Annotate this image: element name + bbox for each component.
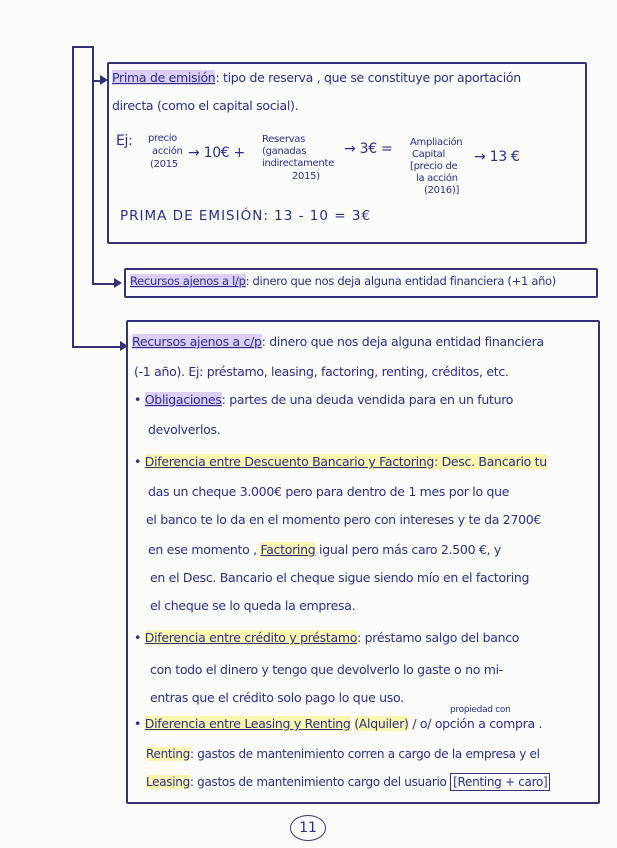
- credito-line2: con todo el dinero y tengo que devolverlo lo gaste o no mi-: [150, 662, 503, 677]
- recursos-cp-line2: (-1 año). Ej: préstamo, leasing, factoring, renting, créditos, etc.: [134, 364, 509, 379]
- credito-prestamo-def: : préstamo salgo del banco: [357, 630, 520, 645]
- descuento-line5: en el Desc. Bancario el cheque sigue siendo mío en el factoring: [150, 570, 530, 585]
- value-10: → 10€ +: [188, 145, 245, 161]
- precio-line-3: (2015: [150, 159, 178, 170]
- prima-emision-line1: [112, 72, 521, 85]
- recursos-cp-line1: [132, 336, 544, 349]
- reservas-line-2: (ganadas: [262, 146, 307, 157]
- credito-line3: entras que el crédito solo pago lo que uso.: [150, 690, 404, 705]
- example-label: Ej:: [116, 133, 133, 149]
- descuento-line2: das un cheque 3.000€ pero para dentro de 1 mes por lo que: [148, 484, 510, 499]
- bullet: •: [134, 630, 142, 645]
- ampliacion-line-5: (2016)]: [424, 185, 460, 196]
- page-number: 11: [290, 815, 326, 841]
- renting-term: Renting: [146, 747, 190, 761]
- recursos-cp-def: : dinero que nos deja alguna entidad financiera: [261, 334, 544, 349]
- factoring-term: Factoring: [260, 542, 316, 557]
- tree-connector-vertical-outer: [72, 46, 74, 346]
- prima-emision-term: Prima de emisión: [112, 70, 216, 85]
- renting-line: [146, 748, 540, 760]
- leasing-term: Leasing: [146, 775, 190, 789]
- recursos-cp-term: Recursos ajenos a c/p: [132, 334, 262, 349]
- tree-connector-vertical-inner: [92, 46, 94, 284]
- alquiler-paren: (Alquiler): [354, 716, 409, 731]
- value-3: → 3€ =: [344, 141, 393, 157]
- renting-def: : gastos de mantenimiento corren a cargo de la empresa y el: [189, 747, 540, 761]
- bullet: •: [134, 392, 142, 407]
- obligaciones-line2: devolverlos.: [148, 422, 221, 437]
- bullet: •: [134, 454, 142, 469]
- tree-connector-top: [72, 46, 92, 48]
- ampliacion-line-3: [precio de: [410, 161, 458, 172]
- ampliacion-line-1: Ampliación: [410, 137, 463, 148]
- prima-emision-line2: directa (como el capital social).: [112, 98, 299, 113]
- leasing-renting-term: Diferencia entre Leasing y Renting: [144, 716, 351, 731]
- reservas-line-4: 2015): [292, 171, 320, 182]
- descuento-factoring-term: Diferencia entre Descuento Bancario y Factoring: [144, 454, 434, 469]
- obligaciones-def: : partes de una deuda vendida para en un futuro: [221, 392, 514, 407]
- descuento-line3: el banco te lo da en el momento pero con intereses y te da 2700€: [146, 512, 542, 527]
- arrow-icon: [114, 278, 122, 288]
- prima-emision-def: : tipo de reserva , que se constituye por aportación: [215, 70, 521, 85]
- leasing-renting-superscript: propiedad con: [450, 705, 511, 715]
- leasing-def: : gastos de mantenimiento cargo del usuario: [189, 775, 447, 789]
- bullet: •: [134, 716, 142, 731]
- ampliacion-line-4: la acción: [416, 173, 458, 184]
- ampliacion-line-2: Capital: [412, 149, 445, 160]
- leasing-line: [146, 776, 550, 788]
- descuento-factoring-def: : Desc. Bancario tu: [434, 454, 547, 469]
- precio-line-2: acción: [152, 146, 183, 157]
- recursos-lp-def: : dinero que nos deja alguna entidad financiera (+1 año): [245, 274, 556, 288]
- descuento-line4: [148, 544, 501, 557]
- descuento-line6: el cheque se lo queda la empresa.: [150, 598, 356, 613]
- reservas-line-3: indirectamente: [262, 158, 334, 169]
- prima-emision-formula: PRIMA DE EMISIÓN: 13 - 10 = 3€: [120, 208, 372, 224]
- connector-to-block3: [72, 346, 124, 348]
- leasing-renting-heading: [134, 718, 542, 731]
- descuento-line4-b: igual pero más caro 2.500 €, y: [319, 542, 501, 557]
- descuento-line4-a: en ese momento ,: [148, 542, 257, 557]
- descuento-factoring-heading: [134, 456, 547, 469]
- recursos-lp-term: Recursos ajenos a l/p: [130, 274, 246, 288]
- recursos-lp-line: [130, 276, 556, 288]
- renting-caro-note: [Renting + caro]: [450, 773, 550, 791]
- precio-line-1: precio: [148, 133, 177, 144]
- obligaciones-line: [134, 394, 513, 407]
- leasing-renting-def: / o/ opción a compra .: [412, 716, 543, 731]
- reservas-line-1: Reservas: [262, 134, 305, 145]
- obligaciones-term: Obligaciones: [144, 392, 222, 407]
- value-13: → 13 €: [474, 149, 520, 165]
- credito-prestamo-term: Diferencia entre crédito y préstamo: [144, 630, 358, 645]
- credito-prestamo-heading: [134, 632, 519, 645]
